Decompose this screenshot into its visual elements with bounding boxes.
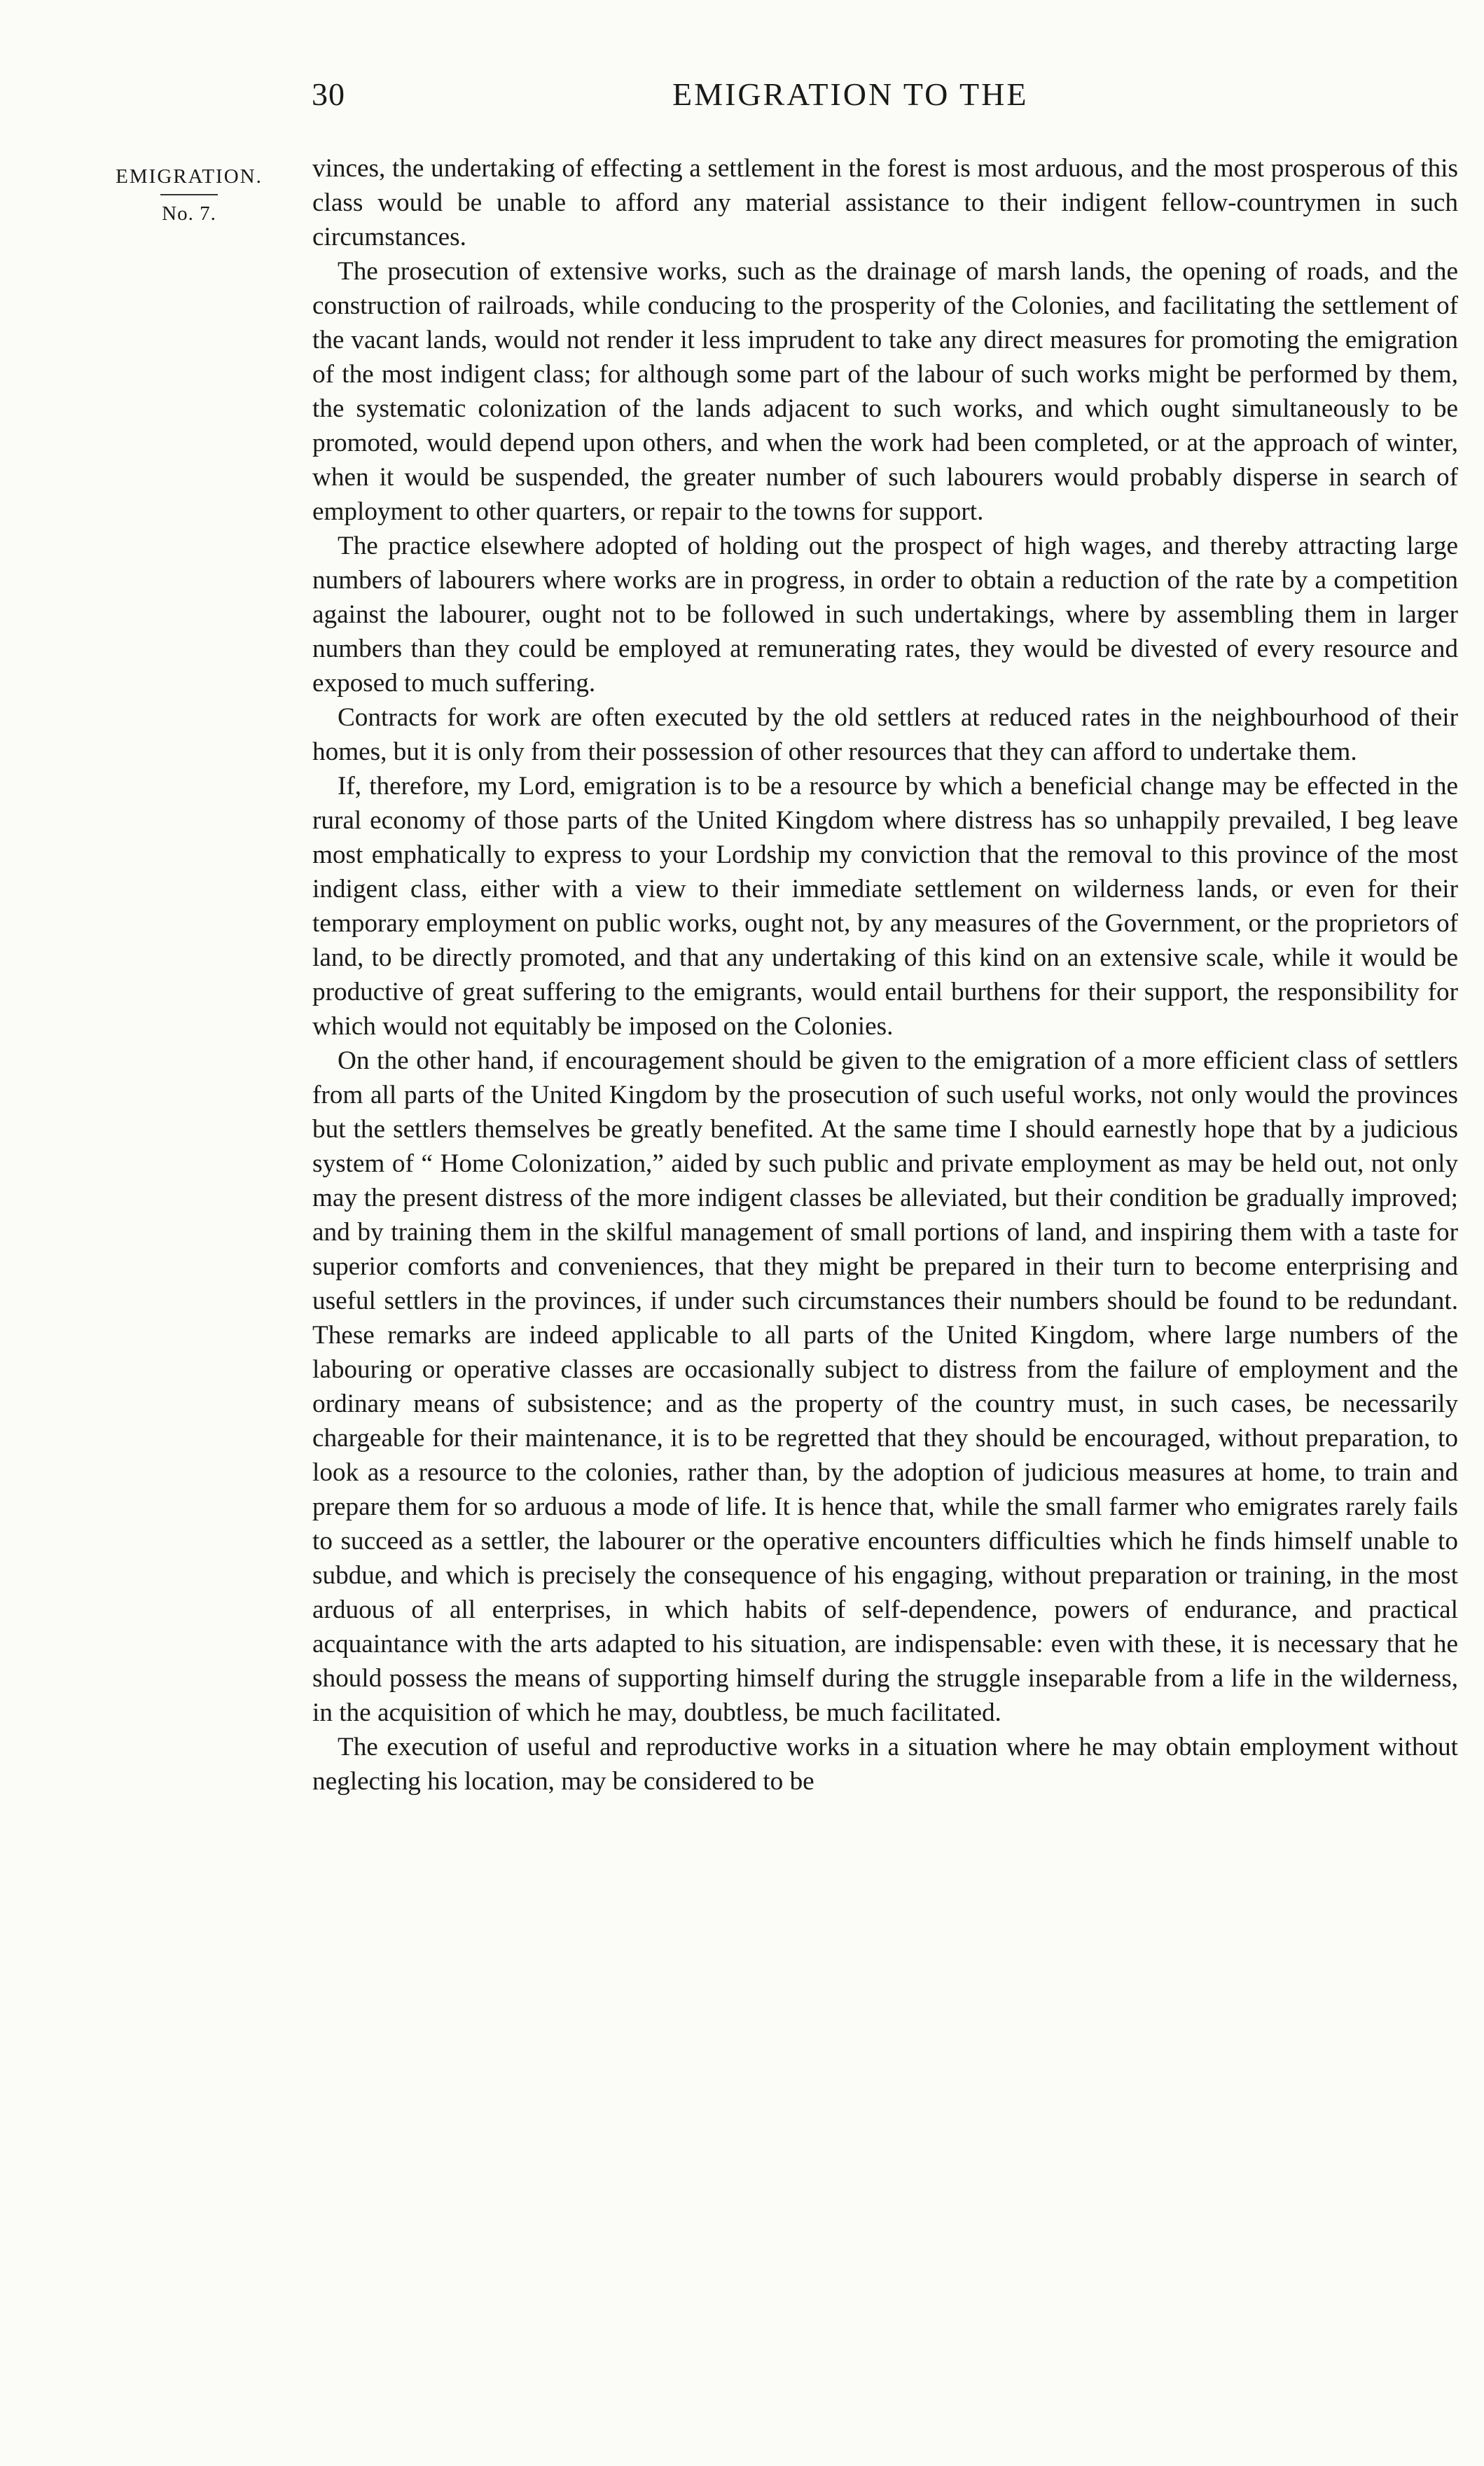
paragraph: The prosecution of extensive works, such as the drainage of marsh lands, the opening of roads, and the construction of railroads, while conducing to the prosperity of the Colonies, and facilitating the settlement of the vacant lands, would not render it less imprudent to take any direct measures for promoting the emigration of the most indigent class; for although some part of the labour of such works might be performed by them, the systematic colonization of the lands adjacent to such works, and which ought simultaneously to be promoted, would depend upon others, and when the work had been completed, or at the approach of winter, when it would be suspended, the greater number of such labourers would probably disperse in search of employment to other quarters, or repair to the towns for support. [312, 257, 1458, 526]
paragraph: If, therefore, my Lord, emigration is to be a resource by which a beneficial change may be effected in the rural economy of those parts of the United Kingdom where distress has so unhappily prevailed, I beg leave most emphatically to express to your Lordship my conviction that the removal to this province of the most indigent class, either with a view to their immediate settlement on wilderness lands, or even for their temporary employment on public works, ought not, by any measures of the Government, or the proprietors of land, to be directly promoted, and that any undertaking of this kind on an extensive scale, while it would be productive of great suffering to the emigrants, would entail burthens for their support, the responsibility for which would not equitably be imposed on the Colonies. [312, 772, 1458, 1041]
running-head: EMIGRATION TO THE [672, 76, 1029, 112]
paragraph: On the other hand, if encouragement should be given to the emigration of a more efficient class of settlers from all parts of the United Kingdom by the prosecution of such useful works, not only would the provinces but the settlers themselves be greatly benefited. At the same time I should earnestly hope that by a judicious system of “ Home Colonization,” aided by such public and private employment as may be held out, not only may the present distress of the more indigent classes be alleviated, but their condition be gradually improved; and by training them in the skilful management of small portions of land, and inspiring them with a taste for superior comforts and conveniences, that they might be prepared in their turn to become enterprising and useful settlers in the provinces, if under such circumstances their numbers should be found to be redundant. These remarks are indeed applicable to all parts of the United Kingdom, where large numbers of the labouring or operative classes are occasionally subject to distress from the failure of employment and the ordinary means of subsistence; and as the property of the country must, in such cases, be necessarily chargeable for their maintenance, it is to be regretted that they should be encouraged, without preparation, to look as a resource to the colonies, rather than, by the adoption of judicious measures at home, to train and prepare them for so arduous a mode of life. It is hence that, while the small farmer who emigrates rarely fails to succeed as a settler, the labourer or the operative encounters difficulties which he finds himself unable to subdue, and which is precisely the consequence of his engaging, without preparation or training, in the most arduous of all enterprises, in which habits of self-dependence, powers of endurance, and practical acquaintance with the arts adapted to his situation, are indispensable: even with these, it is necessary that he should possess the means of supporting himself during the struggle inseparable from a life in the wilderness, in the acquisition of which he may, doubtless, be much facilitated. [312, 1046, 1458, 1727]
margin-note [98, 165, 280, 226]
body-text [312, 151, 1458, 1799]
page-number: 30 [312, 76, 345, 112]
margin-note-rule [160, 194, 218, 195]
margin-note-number: No. 7. [162, 202, 216, 225]
paragraph: The execution of useful and reproductive works in a situation where he may obtain employment without neglecting his location, may be considered to be [312, 1733, 1458, 1796]
paragraph: vinces, the undertaking of effecting a settlement in the forest is most arduous, and the most prosperous of this class would be unable to afford any material assistance to their indigent fellow-countrymen in such circumstances. [312, 154, 1458, 251]
paragraph: Contracts for work are often executed by the old settlers at reduced rates in the neighbourhood of their homes, but it is only from their possession of other resources that they can afford to undertake them. [312, 703, 1458, 766]
margin-note-label: EMIGRATION. [116, 165, 263, 188]
paragraph: The practice elsewhere adopted of holding out the prospect of high wages, and thereby attracting large numbers of labourers where works are in progress, in order to obtain a reduction of the rate by a competition against the labourer, ought not to be followed in such undertakings, where by assembling them in larger numbers than they could be employed at remunerating rates, they would be divested of every resource and exposed to much suffering. [312, 532, 1458, 698]
